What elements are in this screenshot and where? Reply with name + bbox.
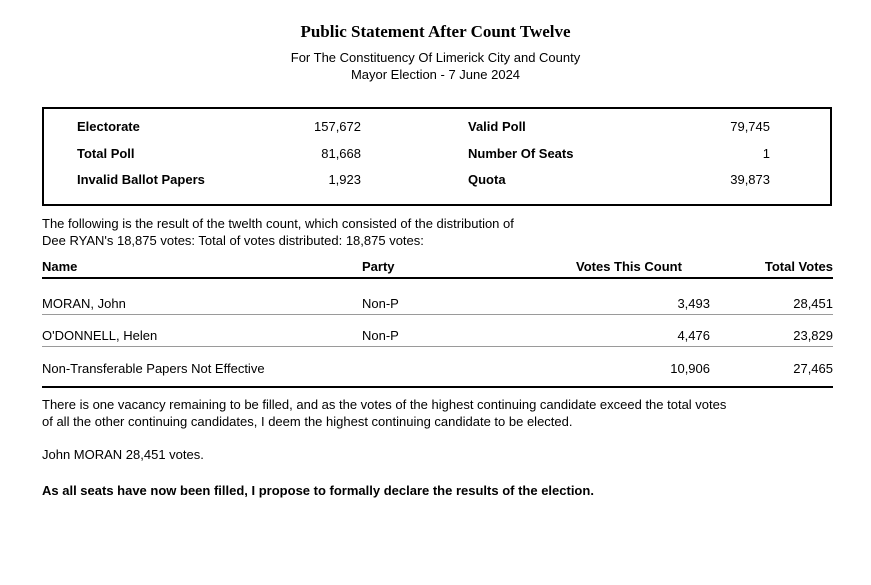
electorate-label: Electorate bbox=[77, 119, 140, 134]
electorate-value: 157,672 bbox=[314, 119, 361, 134]
page-title: Public Statement After Count Twelve bbox=[300, 22, 571, 41]
intro-line-2: Dee RYAN's 18,875 votes: Total of votes distributed: 18,875 votes: bbox=[42, 233, 424, 248]
vacancy-text-line-2: of all the other continuing candidates, I deem the highest continuing candidate to be elected. bbox=[42, 414, 573, 429]
candidate-name: MORAN, John bbox=[42, 296, 126, 311]
candidate-votes-this-count: 3,493 bbox=[677, 296, 710, 311]
candidate-votes-this-count: 4,476 bbox=[677, 328, 710, 343]
non-transferable-votes-this-count: 10,906 bbox=[670, 361, 710, 376]
row-divider bbox=[42, 314, 833, 315]
total-poll-label: Total Poll bbox=[77, 146, 135, 161]
declaration-text: As all seats have now been filled, I propose to formally declare the results of the election. bbox=[42, 483, 594, 498]
total-poll-value: 81,668 bbox=[321, 146, 361, 161]
invalid-papers-value: 1,923 bbox=[328, 172, 361, 187]
valid-poll-label: Valid Poll bbox=[468, 119, 526, 134]
col-header-total-votes: Total Votes bbox=[764, 259, 833, 274]
candidate-party: Non-P bbox=[362, 296, 399, 311]
col-header-party: Party bbox=[362, 259, 395, 274]
elected-candidate: John MORAN 28,451 votes. bbox=[42, 447, 204, 462]
col-header-votes-this-count: Votes This Count bbox=[576, 259, 682, 274]
seats-value: 1 bbox=[762, 146, 770, 161]
row-divider bbox=[42, 346, 833, 347]
table-bottom-divider bbox=[42, 386, 833, 388]
election-subtitle: Mayor Election - 7 June 2024 bbox=[350, 67, 521, 82]
non-transferable-total-votes: 27,465 bbox=[793, 361, 833, 376]
valid-poll-value: 79,745 bbox=[730, 119, 770, 134]
candidate-party: Non-P bbox=[362, 328, 399, 343]
candidate-total-votes: 23,829 bbox=[793, 328, 833, 343]
quota-value: 39,873 bbox=[730, 172, 770, 187]
invalid-papers-label: Invalid Ballot Papers bbox=[77, 172, 205, 187]
header-divider bbox=[42, 277, 833, 279]
candidate-name: O'DONNELL, Helen bbox=[42, 328, 158, 343]
vacancy-text-line-1: There is one vacancy remaining to be filled, and as the votes of the highest continuing candidate exceed the total votes bbox=[42, 397, 727, 412]
intro-line-1: The following is the result of the twelth count, which consisted of the distribution of bbox=[42, 216, 514, 231]
candidate-total-votes: 28,451 bbox=[793, 296, 833, 311]
non-transferable-label: Non-Transferable Papers Not Effective bbox=[42, 361, 265, 376]
seats-label: Number Of Seats bbox=[468, 146, 574, 161]
col-header-name: Name bbox=[42, 259, 78, 274]
constituency-subtitle: For The Constituency Of Limerick City and County bbox=[290, 50, 581, 65]
quota-label: Quota bbox=[468, 172, 506, 187]
